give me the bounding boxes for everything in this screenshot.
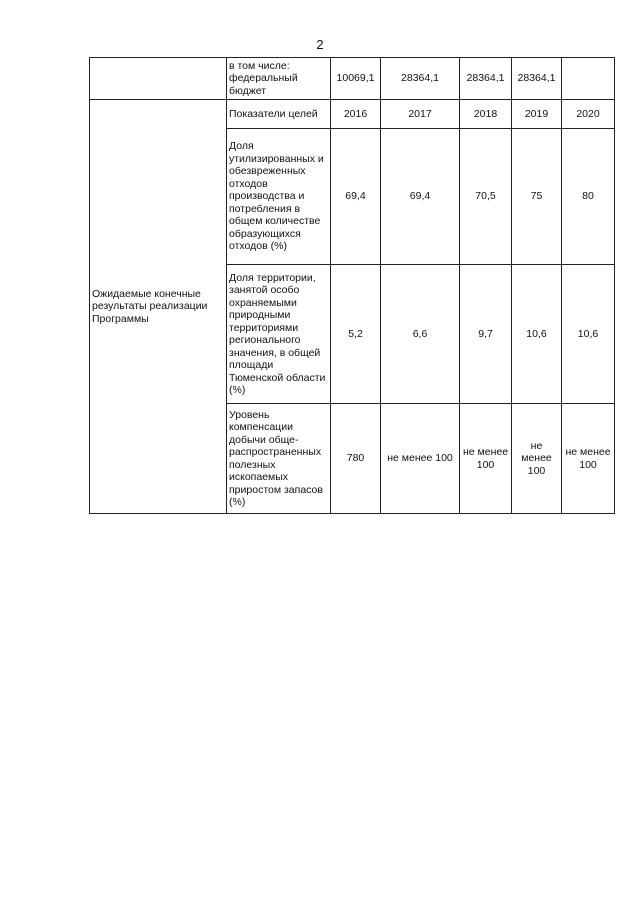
year-2017: 2017: [381, 100, 460, 129]
indicator-value: не менее 100: [562, 404, 615, 514]
funding-value-2016: 10069,1: [331, 58, 381, 100]
indicator-value: 10,6: [512, 265, 562, 404]
header-label: Показатели целей: [227, 100, 331, 129]
indicator-value: 75: [512, 129, 562, 265]
indicator-value: 6,6: [381, 265, 460, 404]
funding-value-2019: 28364,1: [512, 58, 562, 100]
funding-value-2017: 28364,1: [381, 58, 460, 100]
funding-row: [90, 58, 615, 100]
empty-caption-cell: [90, 58, 227, 100]
indicator-label: Уровень компенсации добычи обще-распространенных полезных ископаемых приростом запасов (%): [227, 404, 331, 514]
year-2016: 2016: [331, 100, 381, 129]
indicator-value: 70,5: [460, 129, 512, 265]
indicator-value: 69,4: [381, 129, 460, 265]
indicator-label: Доля территории, занятой особо охраняемыми природными территориями регионального значения, в общей площади Тюменской области (%): [227, 265, 331, 404]
indicator-value: 80: [562, 129, 615, 265]
indicator-value: 9,7: [460, 265, 512, 404]
year-2020: 2020: [562, 100, 615, 129]
indicator-value: не менее 100: [381, 404, 460, 514]
funding-value-2018: 28364,1: [460, 58, 512, 100]
indicator-value: 5,2: [331, 265, 381, 404]
year-2018: 2018: [460, 100, 512, 129]
program-results-table: [89, 57, 615, 514]
section-caption: Ожидаемые конечные результаты реализации Программы: [90, 100, 227, 514]
funding-label: в том числе: федеральный бюджет: [227, 58, 331, 100]
indicator-label: Доля утилизированных и обезвреженных отходов производства и потребления в общем количестве образующихся отходов (%): [227, 129, 331, 265]
indicator-value: не менее 100: [460, 404, 512, 514]
indicator-value: не менее 100: [512, 404, 562, 514]
indicator-value: 10,6: [562, 265, 615, 404]
indicator-value: 69,4: [331, 129, 381, 265]
year-2019: 2019: [512, 100, 562, 129]
funding-value-2020: [562, 58, 615, 100]
page-number: 2: [316, 37, 324, 52]
indicator-value: 780: [331, 404, 381, 514]
header-row: [90, 100, 615, 129]
